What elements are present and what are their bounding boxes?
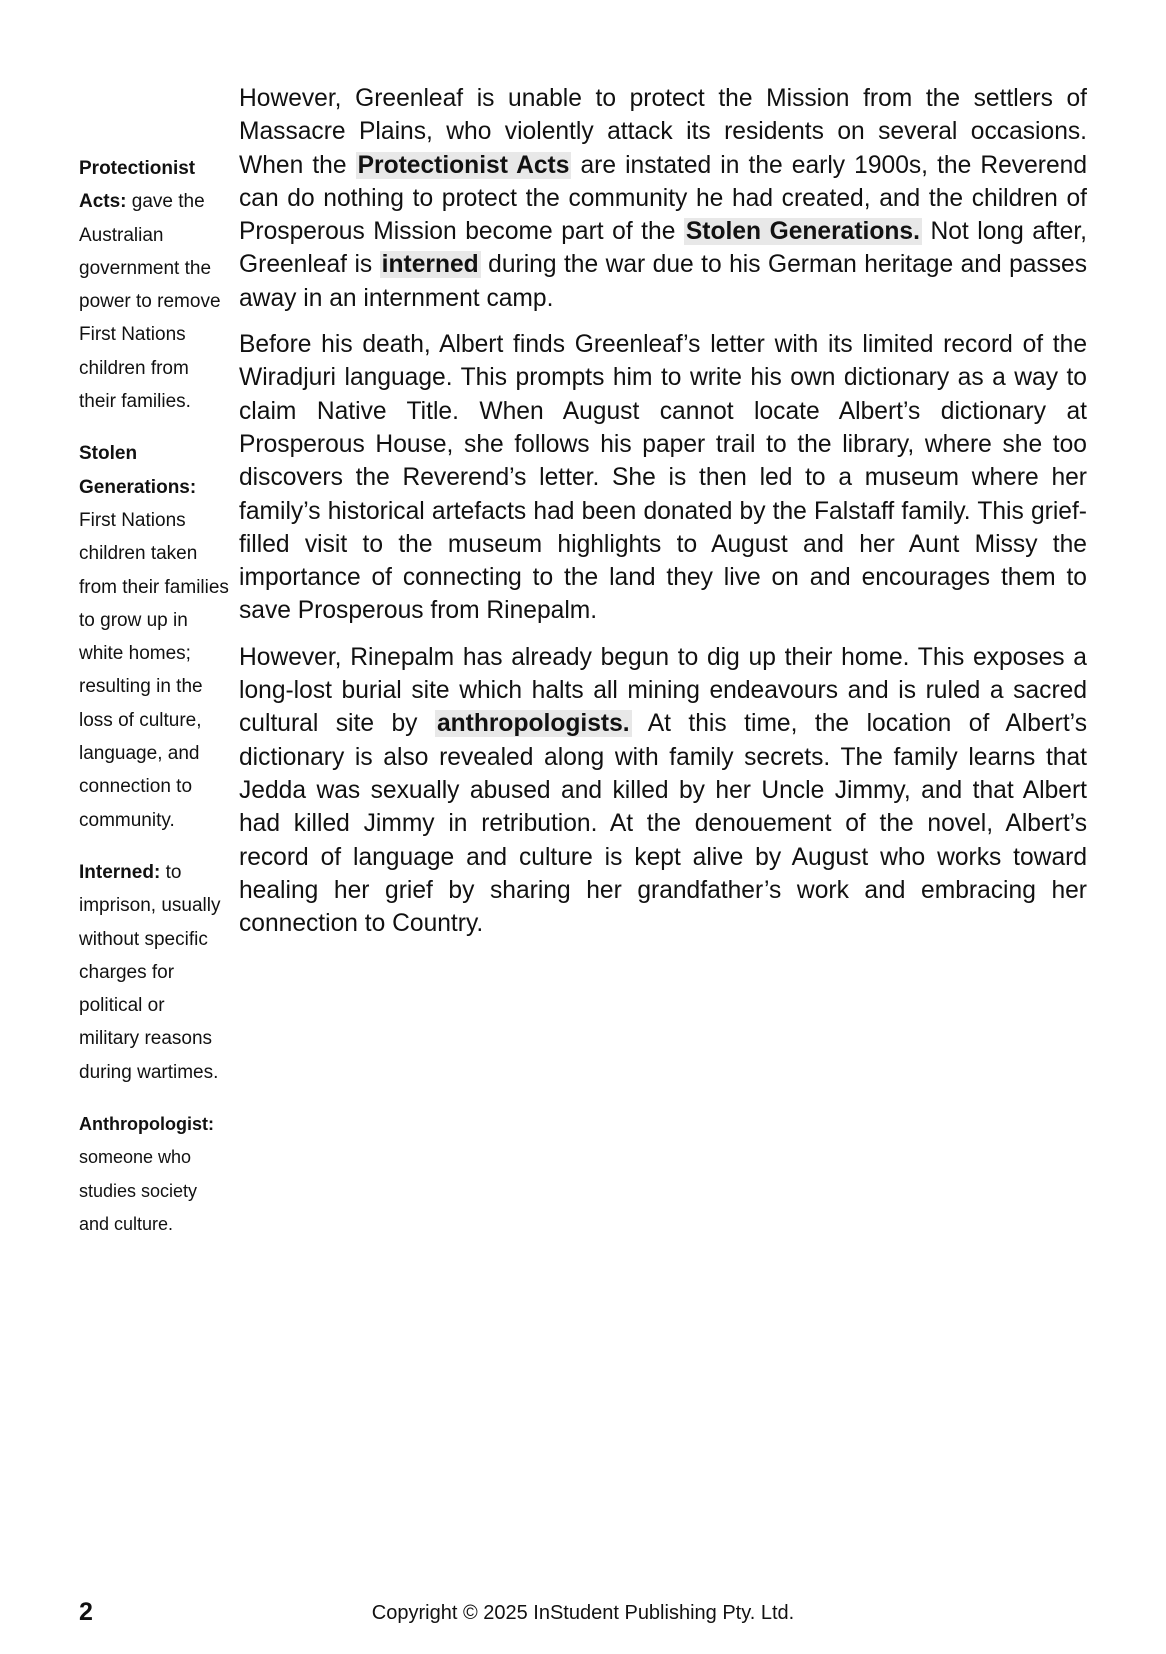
highlight-anthropologists: anthropologists. — [436, 710, 630, 738]
text-segment: However, Rinepalm has already begun to dig up their home. This exposes a long-lost burial site which halts all mining endeavours and is ruled a sacred cultural site by — [239, 643, 1087, 738]
glossary-term: Interned: — [79, 861, 161, 883]
copyright-notice: Copyright © 2025 InStudent Publishing Pty. Ltd. — [371, 1602, 795, 1624]
glossary-entry-stolen-generations — [79, 437, 229, 837]
highlight-interned: interned — [381, 251, 479, 279]
text-segment: are instated in the early 1900s, the Reverend can do nothing to protect the community he had created, and the children of Prosperous Mission become part of the — [239, 151, 1087, 246]
glossary-entry-anthropologist — [79, 1108, 229, 1241]
paragraph-2: Before his death, Albert finds Greenleaf’s letter with its limited record of the Wiradjuri language. This prompts him to write his own dictionary as a way to claim Native Title. When August cannot locate Albert’s dictionary at Prosperous House, she follows his paper trail to the library, where she too discovers the Reverend’s letter. She is then led to a museum where her family’s historical artefacts had been donated by the Falstaff family. This grief-filled visit to the museum highlights to August and her Aunt Missy the importance of connecting to the land they live on and encourages them to save Prosperous from Rinepalm. — [239, 331, 1087, 625]
glossary-entry-protectionist-acts — [79, 152, 229, 418]
page-number: 2 — [79, 1598, 93, 1626]
paragraph-3 — [239, 641, 1087, 941]
text-segment: Not long after, Greenleaf is — [239, 218, 1087, 279]
highlight-stolen-generations: Stolen Generations. — [685, 218, 920, 246]
glossary-definition: someone who studies society and culture. — [79, 1147, 198, 1234]
highlight-protectionist-acts: Protectionist Acts — [357, 151, 570, 179]
glossary-definition: First Nations children taken from their families to grow up in white homes; resulting in the loss of culture, language, and connection to community. — [79, 509, 229, 831]
glossary-term: Stolen Generations: — [79, 443, 197, 498]
main-text — [239, 82, 1087, 953]
glossary-definition: to imprison, usually without specific charges for political or military reasons during wartimes. — [79, 861, 221, 1083]
glossary-entry-interned — [79, 856, 229, 1089]
text-segment: At this time, the location of Albert’s dictionary is also revealed along with family secrets. The family learns that Jedda was sexually abused and killed by her Uncle Jimmy, and that Albert had killed Jimmy in retribution. At the denouement of the novel, Albert’s record of language and culture is kept alive by August who works toward healing her grief by sharing her grandfather’s work and embracing her connection to Country. — [239, 710, 1087, 938]
paragraph-1 — [239, 82, 1087, 315]
text-segment: However, Greenleaf is unable to protect the Mission from the settlers of Massacre Plains, who violently attack its residents on several occasions. When the — [239, 85, 1087, 179]
text-segment: during the war due to his German heritage and passes away in an internment camp. — [239, 251, 1088, 312]
glossary-definition: gave the Australian government the power to remove First Nations children from their families. — [79, 191, 221, 413]
glossary-term: Protectionist Acts: — [79, 158, 196, 213]
glossary-sidebar — [79, 152, 229, 1260]
glossary-term: Anthropologist: — [79, 1114, 214, 1135]
